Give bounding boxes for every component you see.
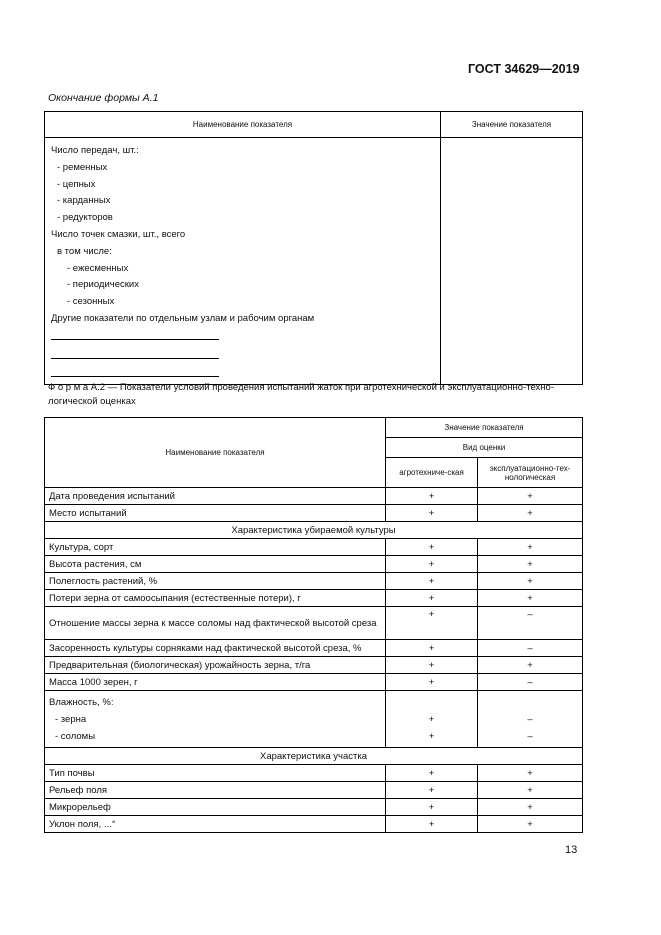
form1-col-name: Наименование показателя [45, 112, 441, 138]
moisture-label: Влажность, %: [49, 697, 114, 708]
list-item: - периодических [67, 279, 139, 291]
form2-table [44, 417, 583, 833]
row-agro: + [386, 816, 478, 833]
row-agro: + [386, 799, 478, 816]
list-item: - ежесменных [67, 262, 129, 274]
row-name: Микрорельеф [45, 799, 386, 816]
table-row [45, 816, 583, 833]
row-name: Место испытаний [45, 505, 386, 522]
row-agro: + [386, 590, 478, 607]
row-expl: + [478, 573, 583, 590]
table-row [45, 556, 583, 573]
moisture-straw-agro: + [428, 730, 435, 742]
row-agro: + [386, 640, 478, 657]
row-name: Высота растения, см [45, 556, 386, 573]
form1-values [441, 138, 583, 385]
row-name: Рельеф поля [45, 782, 386, 799]
form1-table [44, 111, 583, 385]
list-item: - цепных [57, 178, 96, 190]
row-name: Масса 1000 зерен, г [45, 674, 386, 691]
table-row [45, 573, 583, 590]
moisture-grain-agro: + [428, 713, 435, 725]
table-row [45, 782, 583, 799]
form1-caption: Окончание формы А.1 [48, 92, 159, 104]
row-expl: + [478, 765, 583, 782]
blank-line [51, 328, 219, 340]
moisture-agro [386, 691, 478, 748]
form2-col-eval: Вид оценки [386, 438, 583, 458]
table-row [45, 505, 583, 522]
row-expl: + [478, 539, 583, 556]
blank-line [51, 365, 219, 377]
row-name: Дата проведения испытаний [45, 488, 386, 505]
row-expl: + [478, 782, 583, 799]
row-expl: + [478, 816, 583, 833]
table-row [45, 590, 583, 607]
row-expl: + [478, 799, 583, 816]
form2-col-expl: эксплуатационно-тех-нологическая [478, 458, 583, 488]
form2-col-value: Значение показателя [386, 418, 583, 438]
row-name: Отношение массы зерна к массе соломы над фактической высотой среза [45, 607, 386, 640]
row-name: Уклон поля, ...° [45, 816, 386, 833]
table-row [45, 765, 583, 782]
page-number: 13 [565, 844, 578, 856]
table-row [45, 657, 583, 674]
row-name: Засоренность культуры сорняками над фактической высотой среза, % [45, 640, 386, 657]
row-expl: + [478, 657, 583, 674]
row-expl: + [478, 590, 583, 607]
list-item: Другие показатели по отдельным узлам и рабочим органам [51, 312, 315, 324]
row-expl: + [478, 505, 583, 522]
moisture-straw-expl: – [527, 730, 533, 742]
table-row [45, 539, 583, 556]
row-agro: + [386, 657, 478, 674]
section-title: Характеристика участка [45, 748, 583, 765]
list-item: - карданных [57, 195, 111, 207]
list-item: - сезонных [67, 296, 115, 308]
table-row [45, 674, 583, 691]
form1-col-value: Значение показателя [441, 112, 583, 138]
row-agro: + [386, 556, 478, 573]
list-item: в том числе: [57, 245, 112, 257]
list-item: - ременных [57, 161, 108, 173]
row-name: Полеглость растений, % [45, 573, 386, 590]
table-row [45, 488, 583, 505]
moisture-straw: - соломы [55, 730, 96, 742]
list-item: Число передач, шт.: [51, 145, 139, 156]
list-item: - редукторов [57, 212, 113, 224]
moisture-grain: - зерна [55, 713, 87, 725]
list-item: Число точек смазки, шт., всего [51, 228, 186, 240]
row-name: Предварительная (биологическая) урожайность зерна, т/га [45, 657, 386, 674]
row-agro: + [386, 488, 478, 505]
row-expl: – [478, 607, 583, 640]
form2-col-name: Наименование показателя [45, 418, 386, 488]
standard-number: ГОСТ 34629—2019 [468, 62, 580, 76]
blank-line [51, 347, 219, 359]
row-name: Тип почвы [45, 765, 386, 782]
moisture-cell [45, 691, 386, 748]
row-agro: + [386, 765, 478, 782]
form2-col-agro: агротехниче-ская [386, 458, 478, 488]
row-expl: + [478, 488, 583, 505]
form2-caption: Ф о р м а А.2 — Показатели условий проведения испытаний жаток при агротехнической и эксплуатационно-техно-логической оценках [48, 382, 555, 407]
row-agro: + [386, 505, 478, 522]
row-expl: + [478, 556, 583, 573]
table-row [45, 607, 583, 640]
row-expl: – [478, 640, 583, 657]
table-row [45, 799, 583, 816]
row-agro: + [386, 607, 478, 640]
row-name: Культура, сорт [45, 539, 386, 556]
row-agro: + [386, 539, 478, 556]
row-expl: – [478, 674, 583, 691]
row-name: Потери зерна от самоосыпания (естественные потери), г [45, 590, 386, 607]
moisture-grain-expl: – [527, 713, 533, 725]
section-title: Характеристика убираемой культуры [45, 522, 583, 539]
form1-indicators [45, 138, 441, 385]
moisture-expl [478, 691, 583, 748]
table-row [45, 691, 583, 748]
table-row [45, 640, 583, 657]
row-agro: + [386, 782, 478, 799]
row-agro: + [386, 674, 478, 691]
row-agro: + [386, 573, 478, 590]
